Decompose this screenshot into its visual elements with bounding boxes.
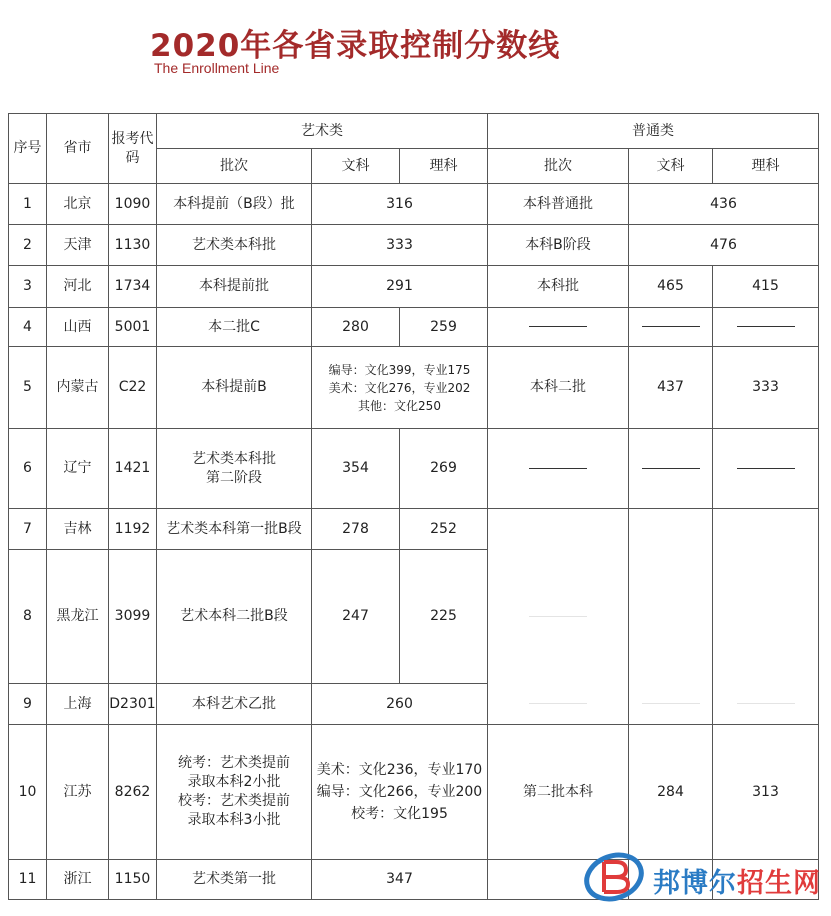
cell-seq: 1 bbox=[9, 184, 47, 225]
cell-code: 1421 bbox=[109, 429, 157, 509]
cell-seq: 7 bbox=[9, 509, 47, 550]
batch-line: 录取本科3小批 bbox=[187, 812, 281, 828]
cell-art-wenke: 354 bbox=[312, 429, 400, 509]
header-general: 普通类 bbox=[488, 114, 819, 149]
cell-gen-batch-empty bbox=[488, 429, 629, 509]
cell-gen-batch: 第二批本科 bbox=[488, 725, 629, 860]
cell-seq: 6 bbox=[9, 429, 47, 509]
table-row bbox=[9, 509, 819, 550]
cell-art-batch: 艺术本科二批B段 bbox=[157, 550, 312, 684]
cell-art-batch: 本科提前（B段）批 bbox=[157, 184, 312, 225]
cell-art-batch bbox=[157, 725, 312, 860]
cell-gen-score: 436 bbox=[629, 184, 819, 225]
cell-code: D2301 bbox=[109, 684, 157, 725]
score-line: 美术：文化236，专业170 bbox=[316, 762, 483, 778]
dash-line bbox=[529, 468, 587, 469]
dash-line bbox=[529, 326, 587, 327]
table-row bbox=[9, 308, 819, 347]
cell-seq: 9 bbox=[9, 684, 47, 725]
cell-province: 天津 bbox=[47, 225, 109, 266]
header-gen-wenke: 文科 bbox=[629, 149, 713, 184]
cell-code: 1150 bbox=[109, 860, 157, 900]
cell-art-wenke: 280 bbox=[312, 308, 400, 347]
cell-art-score: 316 bbox=[312, 184, 488, 225]
faint-line bbox=[737, 703, 795, 704]
batch-line: 录取本科2小批 bbox=[187, 774, 281, 790]
header-code: 报考代码 bbox=[109, 114, 157, 184]
score-line: 编导：文化266，专业200 bbox=[316, 784, 483, 800]
cell-art-like: 252 bbox=[400, 509, 488, 550]
cell-art-batch: 艺术类本科批 bbox=[157, 225, 312, 266]
table-row bbox=[9, 725, 819, 860]
cell-gen-like-empty bbox=[713, 509, 819, 550]
header-art-wenke: 文科 bbox=[312, 149, 400, 184]
header-gen-batch: 批次 bbox=[488, 149, 629, 184]
cell-gen-batch-empty bbox=[488, 684, 629, 725]
cell-province: 内蒙古 bbox=[47, 347, 109, 429]
enrollment-table bbox=[8, 113, 819, 900]
batch-line: 统考：艺术类提前 bbox=[178, 755, 290, 771]
cell-gen-like: 313 bbox=[713, 725, 819, 860]
header-art-like: 理科 bbox=[400, 149, 488, 184]
cell-code: 1090 bbox=[109, 184, 157, 225]
cell-seq: 5 bbox=[9, 347, 47, 429]
cell-province: 上海 bbox=[47, 684, 109, 725]
cell-gen-wenke-empty bbox=[629, 308, 713, 347]
faint-line bbox=[529, 703, 587, 704]
cell-gen-batch: 本科普通批 bbox=[488, 184, 629, 225]
cell-code: 8262 bbox=[109, 725, 157, 860]
cell-province: 吉林 bbox=[47, 509, 109, 550]
cell-code: 1192 bbox=[109, 509, 157, 550]
cell-gen-score: 476 bbox=[629, 225, 819, 266]
header-gen-like: 理科 bbox=[713, 149, 819, 184]
header-seq: 序号 bbox=[9, 114, 47, 184]
cell-gen-wenke-empty bbox=[629, 509, 713, 550]
cell-code: 3099 bbox=[109, 550, 157, 684]
dash-line bbox=[737, 326, 795, 327]
dash-line bbox=[642, 326, 700, 327]
cell-art-score: 291 bbox=[312, 266, 488, 308]
cell-art-like: 225 bbox=[400, 550, 488, 684]
cell-art-batch bbox=[157, 429, 312, 509]
faint-line bbox=[642, 703, 700, 704]
score-line: 美术：文化276，专业202 bbox=[328, 380, 471, 395]
cell-art-batch: 本科提前B bbox=[157, 347, 312, 429]
watermark-brand: 邦博尔 bbox=[653, 868, 737, 899]
cell-province: 黑龙江 bbox=[47, 550, 109, 684]
table-row bbox=[9, 550, 819, 684]
cell-province: 辽宁 bbox=[47, 429, 109, 509]
table-row bbox=[9, 347, 819, 429]
cell-art-batch: 艺术类第一批 bbox=[157, 860, 312, 900]
cell-gen-batch-empty bbox=[488, 308, 629, 347]
cell-gen-batch: 本科B阶段 bbox=[488, 225, 629, 266]
table-row bbox=[9, 225, 819, 266]
batch-line: 艺术类本科批 bbox=[192, 450, 276, 467]
cell-art-score: 347 bbox=[312, 860, 488, 900]
batch-line: 校考：艺术类提前 bbox=[178, 793, 290, 809]
table-row bbox=[9, 429, 819, 509]
cell-gen-wenke-empty bbox=[629, 684, 713, 725]
score-line: 编导：文化399，专业175 bbox=[328, 362, 471, 377]
cell-gen-wenke-empty bbox=[629, 550, 713, 684]
score-line: 校考：文化195 bbox=[351, 806, 448, 822]
watermark-suffix: 招生网 bbox=[737, 868, 821, 899]
cell-art-like: 259 bbox=[400, 308, 488, 347]
cell-seq: 3 bbox=[9, 266, 47, 308]
score-line: 其他：文化250 bbox=[358, 398, 441, 413]
header-art-batch: 批次 bbox=[157, 149, 312, 184]
cell-art-wenke: 247 bbox=[312, 550, 400, 684]
cell-gen-batch: 本科二批 bbox=[488, 347, 629, 429]
cell-gen-like: 415 bbox=[713, 266, 819, 308]
cell-province: 浙江 bbox=[47, 860, 109, 900]
cell-seq: 8 bbox=[9, 550, 47, 684]
cell-art-score: 260 bbox=[312, 684, 488, 725]
cell-code: C22 bbox=[109, 347, 157, 429]
cell-gen-like-empty bbox=[713, 684, 819, 725]
dash-line bbox=[642, 468, 700, 469]
cell-art-batch: 本科艺术乙批 bbox=[157, 684, 312, 725]
cell-gen-wenke: 437 bbox=[629, 347, 713, 429]
cell-province: 山西 bbox=[47, 308, 109, 347]
dash-line bbox=[737, 468, 795, 469]
cell-gen-wenke: 284 bbox=[629, 725, 713, 860]
cell-art-batch: 艺术类本科第一批B段 bbox=[157, 509, 312, 550]
cell-province: 河北 bbox=[47, 266, 109, 308]
cell-art-score: 333 bbox=[312, 225, 488, 266]
cell-province: 北京 bbox=[47, 184, 109, 225]
cell-gen-batch-empty bbox=[488, 550, 629, 684]
cell-gen-like-empty bbox=[713, 550, 819, 684]
cell-art-like: 269 bbox=[400, 429, 488, 509]
watermark-text bbox=[653, 861, 821, 900]
page-title: 2020年各省录取控制分数线 bbox=[150, 28, 561, 64]
cell-code: 5001 bbox=[109, 308, 157, 347]
cell-code: 1130 bbox=[109, 225, 157, 266]
cell-code: 1734 bbox=[109, 266, 157, 308]
cell-art-score bbox=[312, 725, 488, 860]
cell-gen-like-empty bbox=[713, 429, 819, 509]
cell-seq: 11 bbox=[9, 860, 47, 900]
cell-seq: 10 bbox=[9, 725, 47, 860]
batch-line: 第二阶段 bbox=[206, 469, 262, 486]
table-row bbox=[9, 266, 819, 308]
cell-province: 江苏 bbox=[47, 725, 109, 860]
faint-line bbox=[529, 616, 587, 617]
cell-gen-like-empty bbox=[713, 308, 819, 347]
header-province: 省市 bbox=[47, 114, 109, 184]
cell-gen-wenke-empty bbox=[629, 429, 713, 509]
cell-seq: 4 bbox=[9, 308, 47, 347]
cell-gen-batch: 本科批 bbox=[488, 266, 629, 308]
table-row bbox=[9, 684, 819, 725]
cell-art-score bbox=[312, 347, 488, 429]
cell-art-batch: 本科提前批 bbox=[157, 266, 312, 308]
header-art: 艺术类 bbox=[157, 114, 488, 149]
cell-gen-wenke: 465 bbox=[629, 266, 713, 308]
table-row bbox=[9, 184, 819, 225]
cell-art-wenke: 278 bbox=[312, 509, 400, 550]
cell-art-batch: 本二批C bbox=[157, 308, 312, 347]
cell-seq: 2 bbox=[9, 225, 47, 266]
page-subtitle: The Enrollment Line bbox=[154, 60, 280, 76]
cell-gen-like: 333 bbox=[713, 347, 819, 429]
cell-gen-batch-empty bbox=[488, 509, 629, 550]
